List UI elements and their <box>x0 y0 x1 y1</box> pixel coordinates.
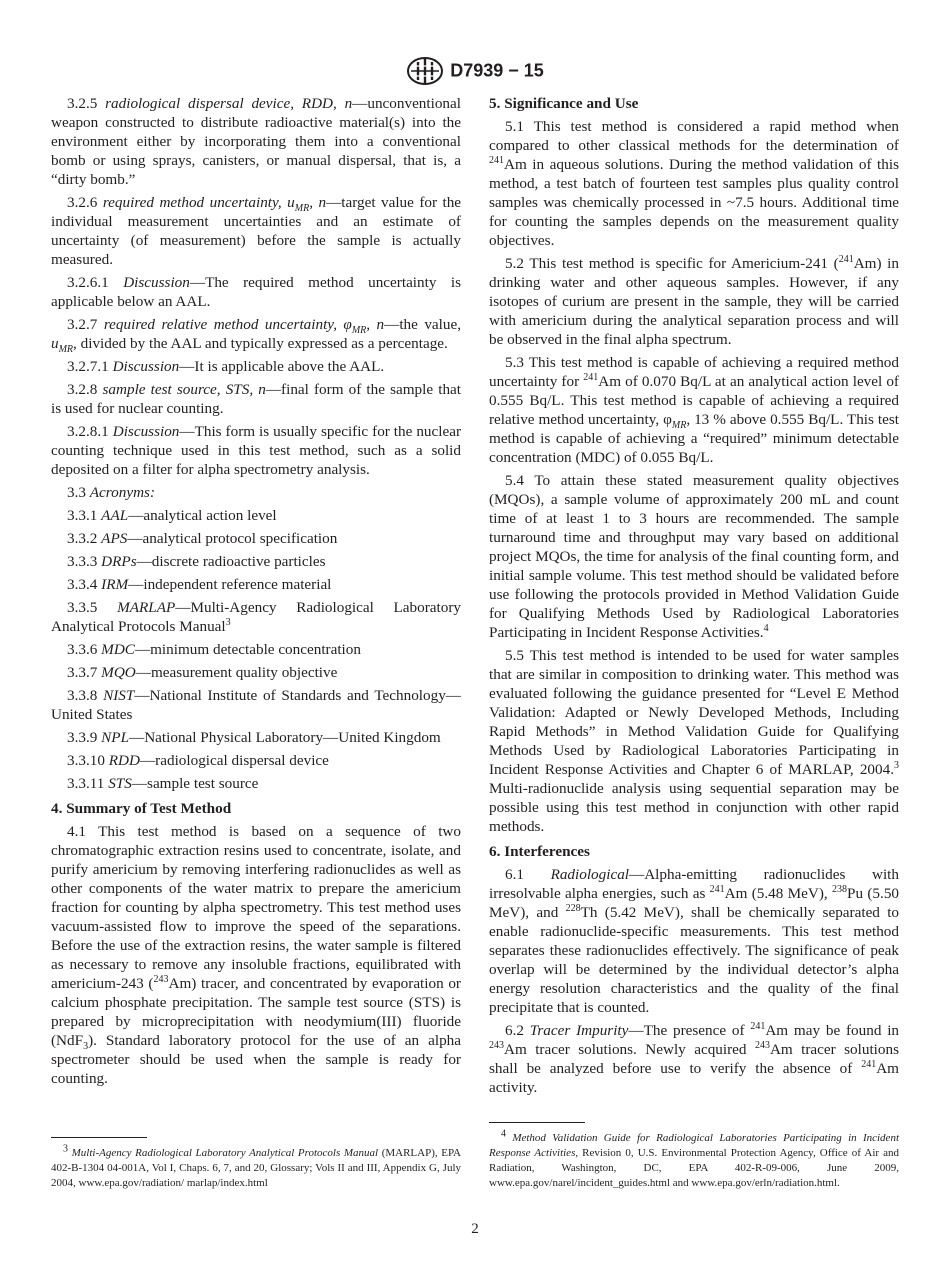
acronym-item: 3.3.7 MQO—measurement quality objective <box>67 664 338 681</box>
section-3-2-6: 3.2.6 required method uncertainty, $u_{MR}$, n—target value for the individual measurement uncertainties and an estimate of uncertainty (of measurement) before the sample is actually measured. <box>51 194 462 268</box>
section-3-2-6-1: 3.2.6.1 Discussion—The required method uncertainty is applicable below an AAL. <box>51 274 461 310</box>
section-5-2: 5.2 This test method is specific for Americium-241 ($^{241}$Am) in drinking water and other aqueous samples. However, if any isotopes of curium are present in the sample, they will be carried with americium during the analytical separation process and will be observed in the final alpha spectrum. <box>489 253 899 348</box>
footnote-4: $^4$ Method Validation Guide for Radiological Laboratories Participating in Incident Response Activities, Revision 0, U.S. Environmental Protection Agency, Office of Air and Radiation, Washington, DC, EPA 402-R-09-006, June 2009, www.epa.gov/narel/incident_guides.html and www.epa.gov/erln/radiation.html. <box>489 1122 899 1191</box>
acronym-item: 3.3.11 STS—sample test source <box>67 775 259 792</box>
standard-designation: D7939 − 15 <box>450 60 544 81</box>
acronym-item: 3.3.6 MDC—minimum detectable concentration <box>67 641 361 658</box>
section-3-3: 3.3 Acronyms: <box>67 484 156 501</box>
left-column <box>51 94 461 1092</box>
acronym-item: 3.3.5 MARLAP—Multi-Agency Radiological Laboratory Analytical Protocols Manual$^3$ <box>51 599 462 635</box>
acronym-item: 3.3.3 DRPs—discrete radioactive particles <box>67 553 326 570</box>
section-3-2-5: 3.2.5 radiological dispersal device, RDD, n—unconventional weapon constructed to distribute radioactive material(s) into the environment either by incorporating them into a conventional bomb or using sprays, canisters, or manual dispersal, that is, a “dirty bomb.” <box>51 95 461 188</box>
section-6-1: 6.1 Radiological—Alpha-emitting radionuclides with irresolvable alpha energies, such as $^{241}$Am (5.48 MeV), $^{238}$Pu (5.50 MeV), and $^{228}$Th (5.42 MeV), shall be chemically separated to enable radionuclide-specific measurements. This test method separates these radionuclides effectively. The significance of peak overlap will be determined by the individual detector’s alpha energy resolution characteristics and the quality of the final precipitate that is counted. <box>489 866 900 1016</box>
section-heading-6: 6. Interferences <box>489 843 590 860</box>
section-5-4: 5.4 To attain these stated measurement quality objectives (MQOs), a sample volume of approximately 200 mL and count time of at least 1 to 3 hours are recommended. The sample turnaround time and throughput may vary based on additional project MQOs, the time for analysis of the final counting form, and initial sample volume. This test method should be validated before use following the protocols provided in Method Validation Guide for Qualifying Methods Used by Radiological Laboratories Participating in Incident Response Activities.$^4$ <box>489 472 899 641</box>
footnote-ref[interactable]: 3 <box>894 759 899 771</box>
section-4-1: 4.1 This test method is based on a sequence of two chromatographic extraction resins used to concentrate, isolate, and purify americium by removing interfering radionuclides as well as other components of the water matrix to prepare the americium fraction for counting by alpha spectrometry. This test method uses vacuum-assisted flow to improve the speed of the separations. Before the use of the extraction resins, the water sample is filtered as necessary to remove any insoluble fractions, equilibrated with americium-243 ($^{243}$Am) tracer, and concentrated by evaporation or calcium phosphate precipitation. The sample test source (STS) is prepared by microprecipitation with neodymium(III) fluoride (NdF$_3$). Standard laboratory protocol for the use of an alpha spectrometer should be used when the sample is ready for counting. <box>51 823 461 1087</box>
footnote-divider <box>489 1122 585 1123</box>
section-5-1: 5.1 This test method is considered a rapid method when compared to other classical methods for the determination of $^{241}$Am in aqueous solutions. During the method validation of this method, a test batch of fourteen test samples plus quality control samples was chemically processed in ~7.5 hours. Additional time for counting the samples depends on the measurement quality objectives. <box>489 118 899 249</box>
footnote-ref[interactable]: 3 <box>225 616 231 628</box>
section-heading-5: 5. Significance and Use <box>489 95 639 112</box>
acronym-item: 3.3.4 IRM—independent reference material <box>67 576 332 593</box>
section-3-2-8: 3.2.8 sample test source, STS, n—final form of the sample that is used for nuclear counting. <box>51 381 462 417</box>
footnote-3: $^3$ Multi-Agency Radiological Laboratory Analytical Protocols Manual (MARLAP), EPA 402-B-1304 04-001A, Vol I, Chaps. 6, 7, and 20, Glossary; Vols II and III, Appendix G, July 2004, www.epa.gov/radiation/ marlap/index.html <box>51 1137 461 1191</box>
section-3-2-7: 3.2.7 required relative method uncertainty, $\varphi_{MR}$, n—the value, $u_{MR}$, divided by the AAL and typically expressed as a percentage. <box>51 316 462 356</box>
section-heading-4: 4. Summary of Test Method <box>51 800 232 817</box>
section-6-2: 6.2 Tracer Impurity—The presence of $^{241}$Am may be found in $^{243}$Am tracer solutions. Newly acquired $^{243}$Am tracer solutions shall be analyzed before use to verify the absence of $^{241}$Am activity. <box>489 1020 900 1096</box>
acronym-item: 3.3.8 NIST—National Institute of Standards and Technology—United States <box>51 687 461 723</box>
acronym-item: 3.3.10 RDD—radiological dispersal device <box>67 752 329 769</box>
section-5-5: 5.5 This test method is intended to be used for water samples that are similar in composition to drinking water. This method was evaluated following the guidance presented for “Level E Method Validation: Adapted or Newly Developed Methods, Including Rapid Methods” in Method Validation Guide for Qualifying Methods Used by Radiological Laboratories Participating in Incident Response Activities and Chapter 6 of MARLAP, 2004.$^3$ Multi-radionuclide analysis using sequential separation may be possible using this test method in conjunction with other rapid methods. <box>489 647 899 835</box>
astm-logo-icon <box>406 56 444 86</box>
footnote-divider <box>51 1137 147 1138</box>
page-number: 2 <box>471 1221 479 1237</box>
right-column <box>489 94 899 1101</box>
footnote-ref[interactable]: 4 <box>763 622 769 634</box>
section-3-2-8-1: 3.2.8.1 Discussion—This form is usually specific for the nuclear counting technique used in this test method, such as a solid deposited on a filter for alpha spectrometry analysis. <box>51 423 462 478</box>
acronym-item: 3.3.1 AAL—analytical action level <box>67 507 277 524</box>
section-5-3: 5.3 This test method is capable of achieving a required method uncertainty for $^{241}$Am of 0.070 Bq/L at an analytical action level of 0.555 Bq/L. This test method is capable of achieving a required relative method uncertainty, $\varphi_{MR}$, 13 % above 0.555 Bq/L. This test method is capable of achieving a “required” minimum detectable concentration (MDC) of 0.055 Bq/L. <box>489 354 899 466</box>
acronym-item: 3.3.9 NPL—National Physical Laboratory—United Kingdom <box>67 729 441 746</box>
section-3-2-7-1: 3.2.7.1 Discussion—It is applicable above the AAL. <box>67 358 385 375</box>
acronym-item: 3.3.2 APS—analytical protocol specification <box>67 530 338 547</box>
page-header <box>0 56 950 86</box>
